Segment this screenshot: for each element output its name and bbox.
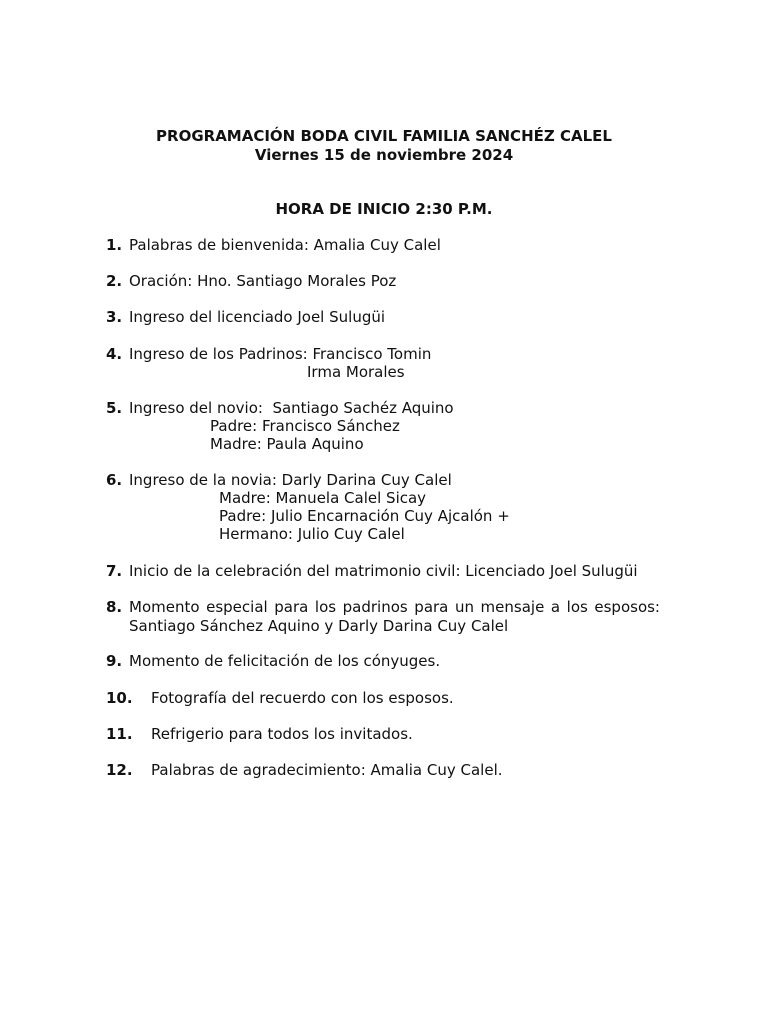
item-text-continuation: Irma Morales [307,363,405,381]
item-number: 11. [106,725,133,743]
item-text: Palabras de bienvenida: Amalia Cuy Calel [129,236,441,254]
item-text: Inicio de la celebración del matrimonio civil: Licenciado Joel Sulugüi [129,562,638,580]
item-text: Fotografía del recuerdo con los esposos. [151,689,454,707]
item-number: 4. [106,345,123,363]
item-number: 6. [106,471,123,489]
start-time-heading: HORA DE INICIO 2:30 P.M. [275,200,493,218]
item-number: 7. [106,562,123,580]
item-number: 12. [106,761,133,779]
item-text: Momento especial para los padrinos para un mensaje a los esposos: [129,598,660,616]
item-text: Ingreso de los Padrinos: Francisco Tomin [129,345,432,363]
item-text-continuation: Madre: Manuela Calel Sicay [219,489,427,507]
item-text: Refrigerio para todos los invitados. [151,725,413,743]
item-text-continuation: Padre: Francisco Sánchez [210,417,400,435]
item-text: Oración: Hno. Santiago Morales Poz [129,272,397,290]
item-number: 8. [106,598,123,616]
item-number: 9. [106,652,123,670]
item-text: Ingreso del novio: Santiago Sachéz Aquino [129,399,454,417]
item-number: 5. [106,399,123,417]
item-text: Ingreso del licenciado Joel Sulugüi [129,308,386,326]
item-text: Palabras de agradecimiento: Amalia Cuy Calel. [151,761,503,779]
item-number: 10. [106,689,133,707]
item-text: Ingreso de la novia: Darly Darina Cuy Calel [129,471,452,489]
document-title: PROGRAMACIÓN BODA CIVIL FAMILIA SANCHÉZ CALEL [156,127,612,145]
item-text: Momento de felicitación de los cónyuges. [129,652,441,670]
item-number: 2. [106,272,123,290]
event-date: Viernes 15 de noviembre 2024 [254,146,514,164]
item-text-continuation: Madre: Paula Aquino [210,435,364,453]
item-number: 3. [106,308,123,326]
item-text-continuation: Padre: Julio Encarnación Cuy Ajcalón + [219,507,510,525]
item-text-continuation: Hermano: Julio Cuy Calel [219,525,405,543]
item-text-continuation: Santiago Sánchez Aquino y Darly Darina Cuy Calel [129,617,509,635]
item-number: 1. [106,236,123,254]
